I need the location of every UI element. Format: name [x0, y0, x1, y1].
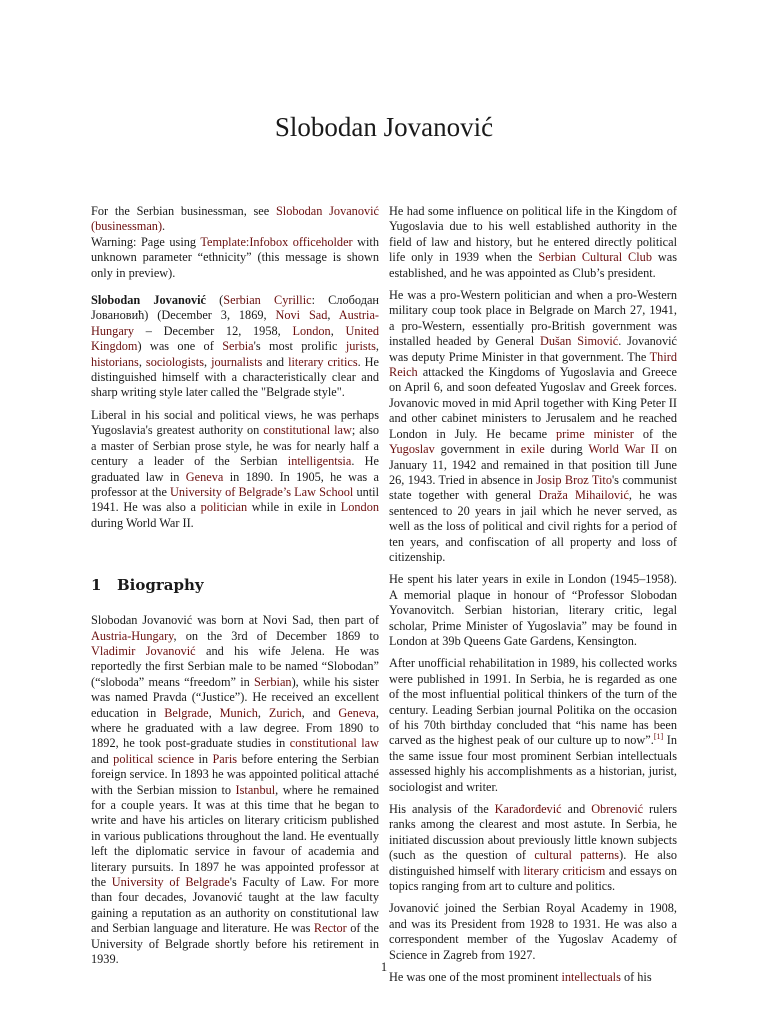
link-journalists[interactable]: journalists	[211, 354, 263, 369]
link-josip-broz-tito[interactable]: Josip Broz Tito	[536, 472, 612, 487]
link-yugoslav[interactable]: Yugoslav	[389, 442, 435, 457]
link-cultural-patterns[interactable]: cultural patterns	[534, 848, 620, 863]
link-law-school[interactable]: University of Belgrade’s Law School	[170, 484, 354, 499]
link-sociologists[interactable]: sociologists	[145, 354, 204, 369]
link-austria-hungary[interactable]: Austria-Hungary	[91, 308, 379, 338]
link-geneva[interactable]: Geneva	[185, 469, 224, 484]
link-karadjordjevic[interactable]: Karađorđević	[494, 802, 562, 817]
left-column	[91, 204, 379, 974]
link-london-2[interactable]: London	[340, 500, 379, 515]
link-paris[interactable]: Paris	[212, 751, 238, 766]
link-serbian[interactable]: Serbian	[253, 674, 292, 689]
link-zurich[interactable]: Zurich	[268, 705, 302, 720]
link-united-kingdom[interactable]: United Kingdom	[91, 323, 379, 354]
analysis-paragraph: His analysis of the Karađorđević and Obrenović rulers ranks among the clearest and most astute. In Serbia, he initiated discussion about previously little known subjects (such as the question of cultural patterns). He also distinguished himself with literary criticism and essays on topics ranging from art to culture and politics.	[389, 802, 678, 894]
link-jurists[interactable]: jurists	[345, 339, 376, 354]
link-literary-criticism[interactable]: literary criticism	[523, 863, 606, 878]
link-rector[interactable]: Rector	[313, 921, 347, 936]
link-university-of-belgrade[interactable]: University of Belgrade	[111, 875, 230, 890]
link-political-science[interactable]: political science	[113, 751, 195, 766]
link-serbian-cultural-club[interactable]: Serbian Cultural Club	[538, 250, 652, 265]
link-london[interactable]: London	[292, 323, 331, 338]
section-number: 1	[91, 576, 102, 595]
right-column	[389, 204, 677, 993]
page-title: Slobodan Jovanović	[274, 112, 494, 142]
link-intellectuals[interactable]: intellectuals	[561, 970, 621, 985]
biography-paragraph: Slobodan Jovanović was born at Novi Sad, then part of Austria-Hungary, on the 3rd of December 1869 to Vladimir Jovanović and his wife Jelena. He was reportedly the first Serbian male to be named “Slobodan” (“sloboda” means “freedom” in Serbian), while his sister was named Pravda (“Justice”). He received an excellent education in Belgrade, Munich, Zurich, and Geneva, where he graduated with a law degree. From 1890 to 1892, he took post-graduate studies in constitutional law and political science in Paris before entering the Serbian foreign service. In 1893 he was appointed political attaché with the Serbian mission to Istanbul, where he remained for a couple years. It was at this time that he began to write and have his articles on literary criticism published in various publications throughout the land. He eventually left the diplomatic service in favour of academia and literary pursuits. In 1897 he was appointed professor at the University of Belgrade's Faculty of Law. For more than four decades, Jovanović taught at the law faculty gaining a reputation as an authority on constitutional law and Serbian language and literature. He was Rector of the University of Belgrade shortly before his retirement in 1939.	[91, 613, 379, 967]
link-dusan-simovic[interactable]: Dušan Simović	[539, 334, 619, 349]
link-intelligentsia[interactable]: intelligentsia	[287, 454, 352, 469]
link-vladimir-jovanovic[interactable]: Vladimir Jovanović	[91, 643, 196, 658]
link-prime-minister[interactable]: prime minister	[556, 426, 634, 441]
page-number: 1	[380, 960, 388, 974]
link-constitutional-law[interactable]: constitutional law	[263, 423, 352, 438]
link-world-war-ii[interactable]: World War II	[588, 442, 659, 457]
link-istanbul[interactable]: Istanbul	[235, 782, 276, 797]
war-paragraph: He was a pro-Western politician and when a pro-Western military coup took place in Belgrade on March 27, 1941, a pro-Western, essentially pro-British government was installed headed by General Dušan Simović. Jovanović was deputy Prime Minister in that government. The Third Reich attacked the Kingdoms of Yugoslavia and Greece on April 6, and soon defeated Yugoslav and Greek forces. Jovanovic moved in mid April together with King Peter II and other cabinet ministers to Jerusalem and he reached London in July. He became prime minister of the Yugoslav government in exile during World War II on January 11, 1942 and remained in that position till June 26, 1943. Tried in absence in Josip Broz Tito's communist state together with general Draža Mihailović, he was sentenced to 20 years in jail which he never served, as well as the loss of political and civil rights for a period of ten years, and confiscation of all property and loss of citizenship.	[389, 288, 678, 564]
link-third-reich[interactable]: Third Reich	[389, 349, 677, 380]
intellectuals-paragraph: He was one of the most prominent intellectuals of his	[389, 970, 652, 985]
subject-name: Slobodan Jovanović	[91, 293, 206, 308]
link-novi-sad[interactable]: Novi Sad	[275, 308, 328, 323]
section-heading-biography	[91, 575, 379, 595]
link-politician[interactable]: politician	[200, 500, 248, 515]
rehabilitation-paragraph: After unofficial rehabilitation in 1989, his collected works were published in 1991. In Serbia, he is regarded as one of the most influential political thinkers of the turn of the century. Leading Serbian journal Politika on the occasion of his 70th birthday concluded that “his name has been carved as the highest peak of our culture up to now”.[1] In the same issue four most prominent Serbian intellectuals assessed highly his accomplishments as a historian, jurist, sociologist and writer.	[389, 656, 677, 794]
link-literary-critics[interactable]: literary critics	[288, 354, 358, 369]
link-serbian-cyrillic[interactable]: Serbian Cyrillic	[223, 293, 312, 308]
link-template-infobox[interactable]: Template:Infobox officeholder	[200, 234, 353, 249]
link-austria-hungary-2[interactable]: Austria-Hungary	[91, 628, 174, 643]
link-belgrade[interactable]: Belgrade	[164, 705, 209, 720]
hatnote: For the Serbian businessman, see Slobodan Jovanović (businessman). Warning: Page using Template:Infobox officeholder with unknown parameter “ethnicity” (this message is shown only in preview).	[91, 204, 379, 280]
link-munich[interactable]: Munich	[219, 705, 258, 720]
link-businessman[interactable]: Slobodan Jovanović (businessman)	[91, 204, 379, 234]
politics-paragraph: He had some influence on political life in the Kingdom of Yugoslavia due to his well established authority in the field of law and history, but he entered directly political life only in 1939 when the Serbian Cultural Club was established, and he was appointed as Club’s president.	[389, 204, 677, 280]
exile-paragraph: He spent his later years in exile in London (1945–1958). A memorial plaque in honour of “Professor Slobodan Yovanovitch. Serbian historian, literary critic, legal scholar, Prime Minister of Yugoslavia” may be found in London at 39b Queens Gate Gardens, Kensington.	[389, 572, 677, 648]
link-exile[interactable]: exile	[520, 442, 545, 457]
intro-paragraph-1: Slobodan Jovanović (Serbian Cyrillic: Слободан Јовановић) (December 3, 1869, Novi Sad, Austria-Hungary – December 12, 1958, London, United Kingdom) was one of Serbia's most prolific jurists, historians, sociologists, journalists and literary critics. He distinguished himself with a characteristically clear and sharp writing style later called the "Belgrade style".	[91, 293, 380, 400]
academy-paragraph: Jovanović joined the Serbian Royal Academy in 1908, and was its President from 1928 to 1931. He was also a correspondent member of the Yugoslav Academy of Science in Zagreb from 1927.	[389, 901, 677, 962]
citation-link[interactable]: [1]	[653, 732, 664, 742]
link-draza-mihailovic[interactable]: Draža Mihailović	[538, 488, 629, 503]
link-historians[interactable]: historians	[91, 354, 139, 369]
intro-paragraph-2: Liberal in his social and political views, he was perhaps Yugoslavia's greatest authority on constitutional law; also a master of Serbian prose style, he was for nearly half a century a leader of the Serbian intelligentsia. He graduated law in Geneva in 1890. In 1905, he was a professor at the University of Belgrade’s Law School until 1941. He was also a politician while in exile in London during World War II.	[91, 407, 379, 530]
section-title: Biography	[117, 576, 204, 595]
link-serbia[interactable]: Serbia	[222, 339, 254, 354]
link-geneva-2[interactable]: Geneva	[338, 705, 376, 720]
link-constitutional-law-2[interactable]: constitutional law	[289, 736, 379, 751]
link-obrenovic[interactable]: Obrenović	[591, 802, 644, 817]
